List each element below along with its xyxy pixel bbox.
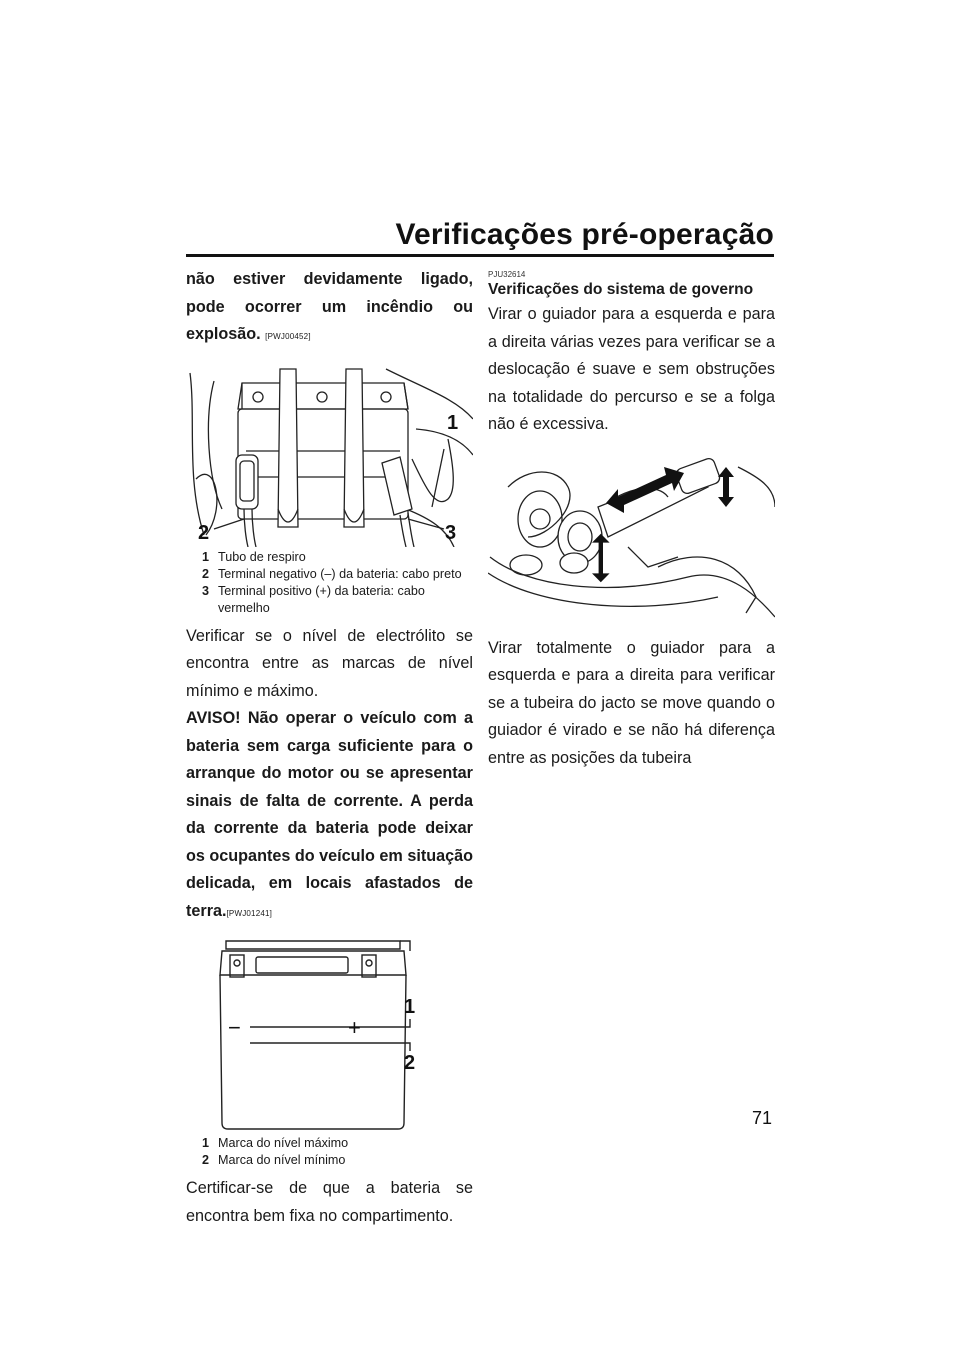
battery-warning-code: [PWJ01241]: [226, 908, 273, 918]
legend-item: [202, 549, 473, 566]
legend-text: Marca do nível máximo: [218, 1136, 349, 1150]
battery-warning-text: AVISO! Não operar o veículo com a bateria sem carga suficiente para o arranque do motor ou se apresentar sinais de falta de corrente. A perda da corrente da bateria pode deixar os ocupantes do veículo em situação delicada, em locais afastados de terra.: [186, 709, 473, 920]
legend-text: Marca do nível mínimo: [218, 1153, 346, 1167]
figure2-callout-1: 1: [404, 996, 416, 1018]
intro-warning-bold: não estiver devidamente ligado, pode ocorrer um incêndio ou explosão.: [186, 270, 473, 343]
legend-item: [202, 1152, 473, 1169]
figure1-legend: [202, 549, 473, 617]
legend-number: 1: [202, 549, 210, 564]
section-code: PJU32614: [488, 270, 526, 279]
intro-warning-text: [186, 266, 473, 351]
legend-number: 1: [202, 1136, 210, 1150]
figure1-callout-3: 3: [445, 521, 457, 544]
battery-level-illustration: [186, 937, 473, 1133]
legend-number: 3: [202, 583, 210, 598]
page-header-title: Verificações pré-operação: [395, 218, 774, 251]
legend-item: [202, 583, 473, 617]
legend-text: Tubo de respiro: [218, 549, 306, 564]
figure2-callout-2: 2: [404, 1052, 416, 1074]
steering-figure: [488, 447, 775, 627]
legend-number: 2: [202, 1153, 210, 1167]
intro-warning-code: [PWJ00452]: [265, 332, 311, 341]
figure2-legend: [202, 1135, 473, 1169]
electrolyte-paragraph: Verificar se o nível de electrólito se encontra entre as marcas de nível mínimo e máximo.: [186, 626, 473, 700]
legend-text: Terminal negativo (–) da bateria: cabo preto: [218, 566, 462, 581]
battery-warning-paragraph: [186, 705, 473, 927]
legend-item: [202, 566, 473, 583]
legend-text: Terminal positivo (+) da bateria: cabo vermelho: [218, 583, 425, 615]
header-rule: [186, 254, 774, 257]
figure1-callout-2: 2: [198, 521, 210, 544]
section-heading: Verificações do sistema de governo: [488, 281, 754, 298]
steering-paragraph-2: Virar totalmente o guiador para a esquerda e para a direita para verificar se a tubeira do jacto se move quando o guiador é virado e se não há diferença entre as posições da tubeira: [488, 638, 775, 767]
legend-number: 2: [202, 566, 210, 581]
battery-connection-illustration: [186, 359, 473, 547]
figure1-callout-1: 1: [447, 411, 459, 434]
plus-sign: +: [348, 1015, 361, 1040]
steering-illustration: [488, 447, 775, 627]
minus-sign: −: [228, 1015, 241, 1040]
page-number: 71: [751, 1108, 772, 1128]
battery-secure-paragraph: Certificar-se de que a bateria se encontra bem fixa no compartimento.: [186, 1179, 473, 1225]
battery-level-figure: [186, 937, 473, 1169]
right-column: [488, 266, 775, 772]
steering-paragraph-1: Virar o guiador para a esquerda e para a direita várias vezes para verificar se a deslocação é suave e sem obstruções na totalidade do percurso e se a folga não é excessiva.: [488, 305, 775, 433]
battery-connection-figure: [186, 359, 473, 617]
legend-item: [202, 1135, 473, 1152]
left-column: [186, 266, 473, 1230]
